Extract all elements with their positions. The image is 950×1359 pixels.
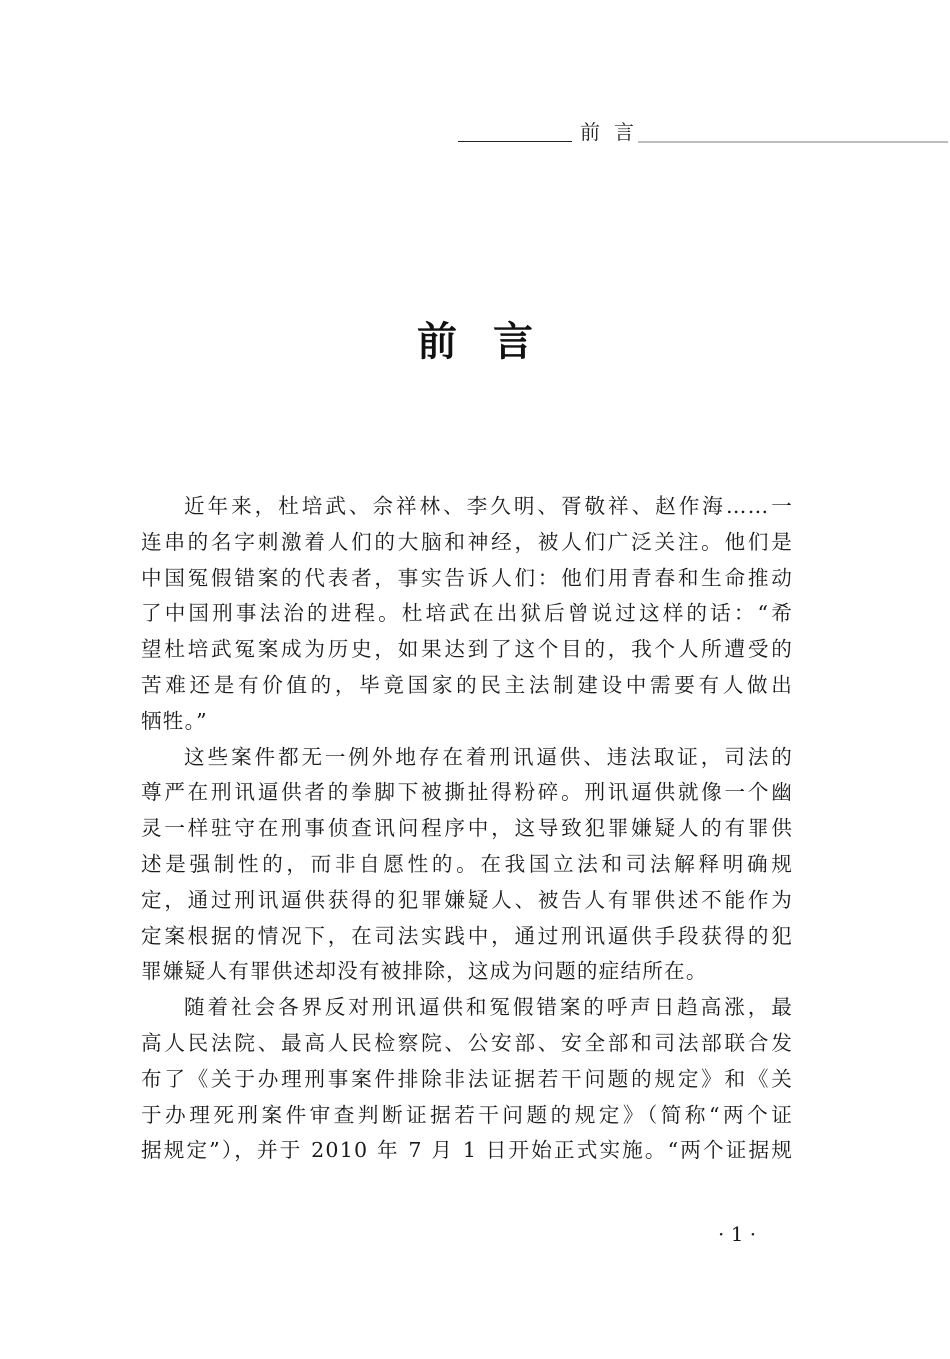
text-line: 定，通过刑讯逼供获得的犯罪嫌疑人、被告人有罪供述不能作为 [141, 887, 793, 912]
text-line: 述是强制性的，而非自愿性的。在我国立法和司法解释明确规 [141, 851, 793, 876]
text-line: 望杜培武冤案成为历史，如果达到了这个目的，我个人所遭受的 [141, 637, 793, 662]
chapter-title: 前言 [417, 318, 569, 365]
running-header-title: 前言 [580, 120, 648, 144]
page-number: · 1 · [718, 1222, 757, 1246]
header-rule-right [638, 141, 948, 143]
text-line: 于办理死刑案件审查判断证据若干问题的规定》（简称“两个证 [141, 1102, 793, 1127]
text-line: 这些案件都无一例外地存在着刑讯逼供、违法取证，司法的 [184, 744, 793, 769]
text-line: 连串的名字刺激着人们的大脑和神经，被人们广泛关注。他们是 [141, 529, 793, 554]
header-rule-left [458, 141, 572, 142]
text-line: 随着社会各界反对刑讯逼供和冤假错案的呼声日趋高涨，最 [184, 995, 793, 1020]
text-line: 牺牲。” [141, 708, 208, 733]
text-line: 了中国刑事法治的进程。杜培武在出狱后曾说过这样的话：“希 [141, 601, 793, 626]
text-line: 灵一样驻守在刑事侦查讯问程序中，这导致犯罪嫌疑人的有罪供 [141, 816, 793, 841]
text-line: 高人民法院、最高人民检察院、公安部、安全部和司法部联合发 [141, 1030, 793, 1055]
running-header [458, 118, 948, 148]
text-line: 定案根据的情况下，在司法实践中，通过刑讯逼供手段获得的犯 [141, 923, 793, 948]
body-text [141, 489, 793, 1169]
text-line: 近年来，杜培武、佘祥林、李久明、胥敬祥、赵作海……一 [184, 494, 793, 518]
paragraph-2 [141, 740, 793, 991]
text-line: 苦难还是有价值的，毕竟国家的民主法制建设中需要有人做出 [141, 672, 793, 697]
paragraph-3 [141, 990, 793, 1169]
text-line: 中国冤假错案的代表者，事实告诉人们：他们用青春和生命推动 [141, 565, 793, 590]
text-line: 罪嫌疑人有罪供述却没有被排除，这成为问题的症结所在。 [141, 959, 708, 984]
text-line: 尊严在刑讯逼供者的拳脚下被撕扯得粉碎。刑讯逼供就像一个幽 [141, 780, 793, 805]
text-line: 据规定”），并于 2010 年 7 月 1 日开始正式实施。“两个证据规 [141, 1138, 793, 1163]
text-line: 布了《关于办理刑事案件排除非法证据若干问题的规定》和《关 [141, 1066, 793, 1091]
paragraph-1 [141, 489, 793, 740]
